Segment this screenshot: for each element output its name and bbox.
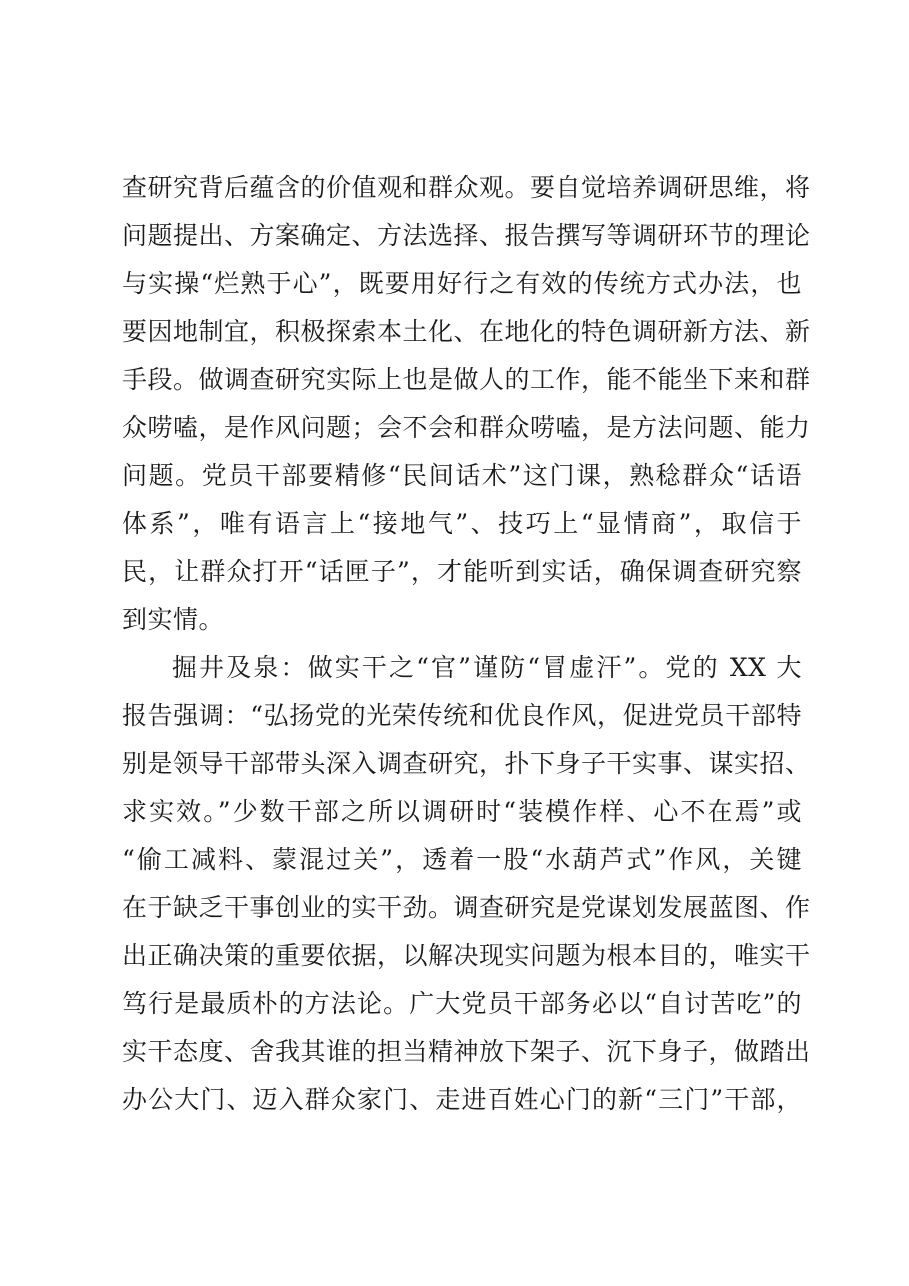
paragraph-2	[122, 644, 811, 1124]
text-line: 出正确决策的重要依据，以解决现实问题为根本目的，唯实干	[122, 941, 811, 970]
text-line: 笃行是最质朴的方法论。广大党员干部务必以“自讨苦吃”的	[122, 989, 802, 1018]
text-line: 体系”，唯有语言上“接地气”、技巧上“显情商”，取信于	[122, 509, 802, 538]
text-line: 求实效。”少数干部之所以调研时“装模作样、心不在焉”或	[122, 797, 802, 826]
text-line: 实干态度、舍我其谁的担当精神放下架子、沉下身子，做踏出	[122, 1037, 811, 1066]
text-line: 办公大门、迈入群众家门、走进百姓心门的新“三门”干部，	[122, 1085, 802, 1114]
text-line: 别是领导干部带头深入调查研究，扑下身子干实事、谋实招、	[122, 749, 811, 778]
paragraph-1	[122, 164, 811, 644]
document-body	[122, 164, 811, 1124]
text-line: 掘井及泉：做实干之“官”谨防“冒虚汗”。党的 XX 大	[172, 653, 802, 682]
text-line: 查研究背后蕴含的价值观和群众观。要自觉培养调研思维，将	[122, 173, 811, 202]
text-line: 到实情。	[122, 605, 225, 634]
text-line: 众唠嗑，是作风问题；会不会和群众唠嗑，是方法问题、能力	[122, 413, 811, 442]
text-line: 手段。做调查研究实际上也是做人的工作，能不能坐下来和群	[122, 365, 811, 394]
text-line: 要因地制宜，积极探索本土化、在地化的特色调研新方法、新	[122, 317, 811, 346]
text-line: 问题。党员干部要精修“民间话术”这门课，熟稔群众“话语	[122, 461, 802, 490]
text-line: 问题提出、方案确定、方法选择、报告撰写等调研环节的理论	[122, 221, 811, 250]
text-line: 报告强调：“弘扬党的光荣传统和优良作风，促进党员干部特	[122, 701, 802, 730]
text-line: 民，让群众打开“话匣子”，才能听到实话，确保调查研究察	[122, 557, 802, 586]
text-line: “偷工减料、蒙混过关”，透着一股“水葫芦式”作风，关键	[122, 845, 802, 874]
text-line: 与实操“烂熟于心”，既要用好行之有效的传统方式办法，也	[122, 269, 802, 298]
text-line: 在于缺乏干事创业的实干劲。调查研究是党谋划发展蓝图、作	[122, 893, 811, 922]
